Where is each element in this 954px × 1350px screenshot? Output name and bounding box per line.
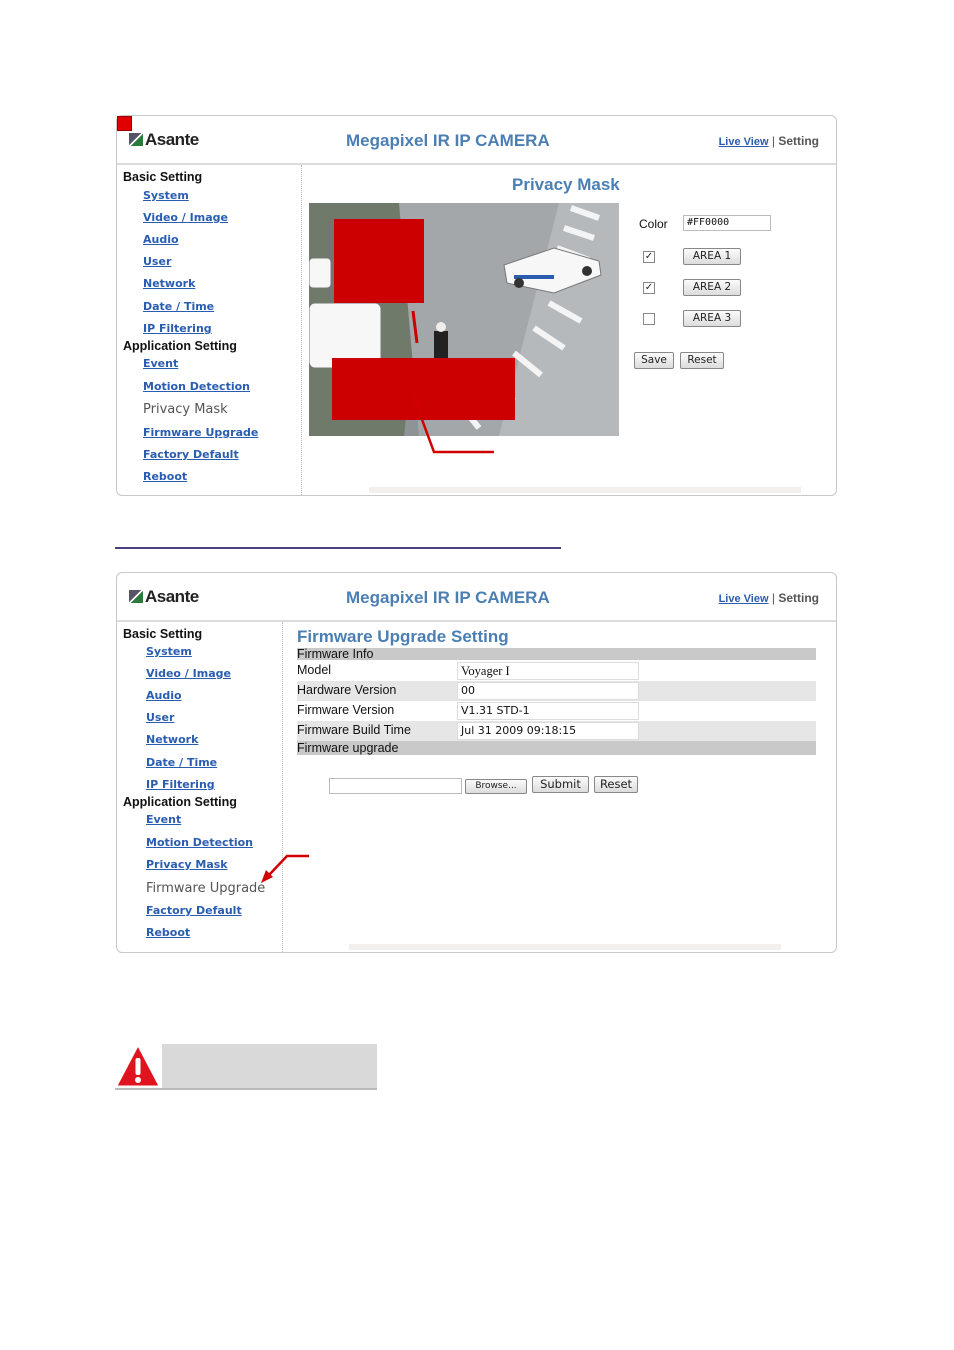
live-view-link[interactable]: Live View [718, 136, 769, 148]
sidebar-item-event[interactable]: Event [146, 813, 182, 826]
top-links-separator: | [771, 591, 775, 605]
color-swatch[interactable] [117, 116, 132, 131]
asante-logo [129, 587, 199, 607]
sidebar [117, 165, 302, 495]
browse-button[interactable]: Browse... [465, 779, 527, 794]
sidebar-item-ip-filtering[interactable]: IP Filtering [143, 322, 212, 335]
privacy-mask-title: Privacy Mask [512, 175, 620, 194]
sidebar-item-system[interactable]: System [146, 645, 192, 658]
sidebar-section-application: Application Setting [123, 339, 237, 353]
annotation-arrow-icon [402, 381, 502, 456]
sidebar-item-motion-detection[interactable]: Motion Detection [143, 380, 250, 393]
live-view-link[interactable]: Live View [718, 593, 769, 605]
submit-button[interactable]: Submit [532, 776, 589, 793]
area-3-button[interactable]: AREA 3 [683, 310, 741, 327]
firmware-row-hardware [297, 681, 816, 701]
logo-text: Asante [145, 130, 199, 149]
reset-button[interactable]: Reset [594, 776, 638, 793]
firmware-upgrade-title: Firmware Upgrade Setting [297, 627, 509, 646]
sidebar-item-user[interactable]: User [146, 711, 175, 724]
warning-underline [115, 1088, 377, 1090]
firmware-info-header: Firmware Info [297, 648, 816, 660]
annotation-arrow-icon [257, 853, 312, 885]
sidebar-item-motion-detection[interactable]: Motion Detection [146, 836, 253, 849]
section-divider [115, 547, 561, 549]
setting-link[interactable]: Setting [778, 591, 819, 605]
firmware-upgrade-header: Firmware upgrade [297, 741, 816, 755]
firmware-file-input[interactable] [329, 778, 462, 794]
asante-logo-icon [129, 133, 143, 146]
sidebar-section-application: Application Setting [123, 795, 237, 809]
bottom-scroll-strip [369, 487, 801, 493]
area-2-button[interactable]: AREA 2 [683, 279, 741, 296]
sidebar [117, 622, 283, 952]
area-2-checkbox[interactable]: ✓ [644, 282, 654, 293]
reset-button[interactable]: Reset [680, 352, 724, 369]
sidebar-item-reboot[interactable]: Reboot [146, 926, 191, 939]
header-bar [117, 573, 836, 622]
firmware-row-key: Hardware Version [297, 683, 397, 697]
color-label: Color [639, 217, 668, 231]
sidebar-item-privacy-mask-current: Privacy Mask [143, 402, 228, 417]
firmware-upgrade-screenshot [116, 572, 837, 953]
sidebar-item-audio[interactable]: Audio [143, 233, 179, 246]
top-links [719, 591, 819, 605]
firmware-row-key: Firmware Version [297, 703, 395, 717]
color-input[interactable]: #FF0000 [683, 215, 771, 231]
firmware-row-model [297, 661, 816, 681]
sidebar-item-privacy-mask[interactable]: Privacy Mask [146, 858, 228, 871]
sidebar-item-reboot[interactable]: Reboot [143, 470, 188, 483]
header-bar [117, 116, 836, 165]
firmware-row-value: Voyager I [457, 662, 639, 680]
top-links [719, 134, 819, 148]
sidebar-item-system[interactable]: System [143, 189, 189, 202]
asante-logo-icon [129, 590, 143, 603]
firmware-row-key: Model [297, 663, 332, 677]
sidebar-item-network[interactable]: Network [143, 277, 196, 290]
sidebar-section-basic: Basic Setting [123, 170, 203, 184]
bottom-scroll-strip [349, 944, 781, 950]
sidebar-item-factory-default[interactable]: Factory Default [143, 448, 239, 461]
sidebar-section-basic: Basic Setting [123, 627, 203, 641]
privacy-mask-screenshot [116, 115, 837, 496]
warning-note-box [162, 1044, 377, 1090]
sidebar-item-audio[interactable]: Audio [146, 689, 182, 702]
camera-title: Megapixel IR IP CAMERA [346, 588, 550, 607]
sidebar-item-date-time[interactable]: Date / Time [146, 756, 218, 769]
privacy-mask-area-1[interactable] [334, 219, 424, 303]
firmware-row-version [297, 701, 816, 721]
firmware-row-value: Jul 31 2009 09:18:15 [457, 722, 639, 740]
firmware-row-build-time [297, 721, 816, 741]
warning-icon [115, 1044, 161, 1090]
save-button[interactable]: Save [634, 352, 674, 369]
sidebar-item-user[interactable]: User [143, 255, 172, 268]
asante-logo [129, 130, 199, 150]
sidebar-item-event[interactable]: Event [143, 357, 179, 370]
top-links-separator: | [771, 134, 775, 148]
firmware-row-value: 00 [457, 682, 639, 700]
logo-text: Asante [145, 587, 199, 606]
area-3-checkbox[interactable] [643, 313, 655, 325]
sidebar-item-factory-default[interactable]: Factory Default [146, 904, 242, 917]
area-1-button[interactable]: AREA 1 [683, 248, 741, 265]
sidebar-item-date-time[interactable]: Date / Time [143, 300, 215, 313]
setting-link[interactable]: Setting [778, 134, 819, 148]
sidebar-item-video-image[interactable]: Video / Image [143, 211, 228, 224]
camera-title: Megapixel IR IP CAMERA [346, 131, 550, 150]
area-1-checkbox[interactable]: ✓ [644, 251, 654, 262]
firmware-row-value: V1.31 STD-1 [457, 702, 639, 720]
sidebar-item-video-image[interactable]: Video / Image [146, 667, 231, 680]
firmware-row-key: Firmware Build Time [297, 723, 411, 737]
sidebar-item-firmware-upgrade-current: Firmware Upgrade [146, 881, 266, 896]
sidebar-item-network[interactable]: Network [146, 733, 199, 746]
sidebar-item-ip-filtering[interactable]: IP Filtering [146, 778, 215, 791]
sidebar-item-firmware-upgrade[interactable]: Firmware Upgrade [143, 426, 259, 439]
